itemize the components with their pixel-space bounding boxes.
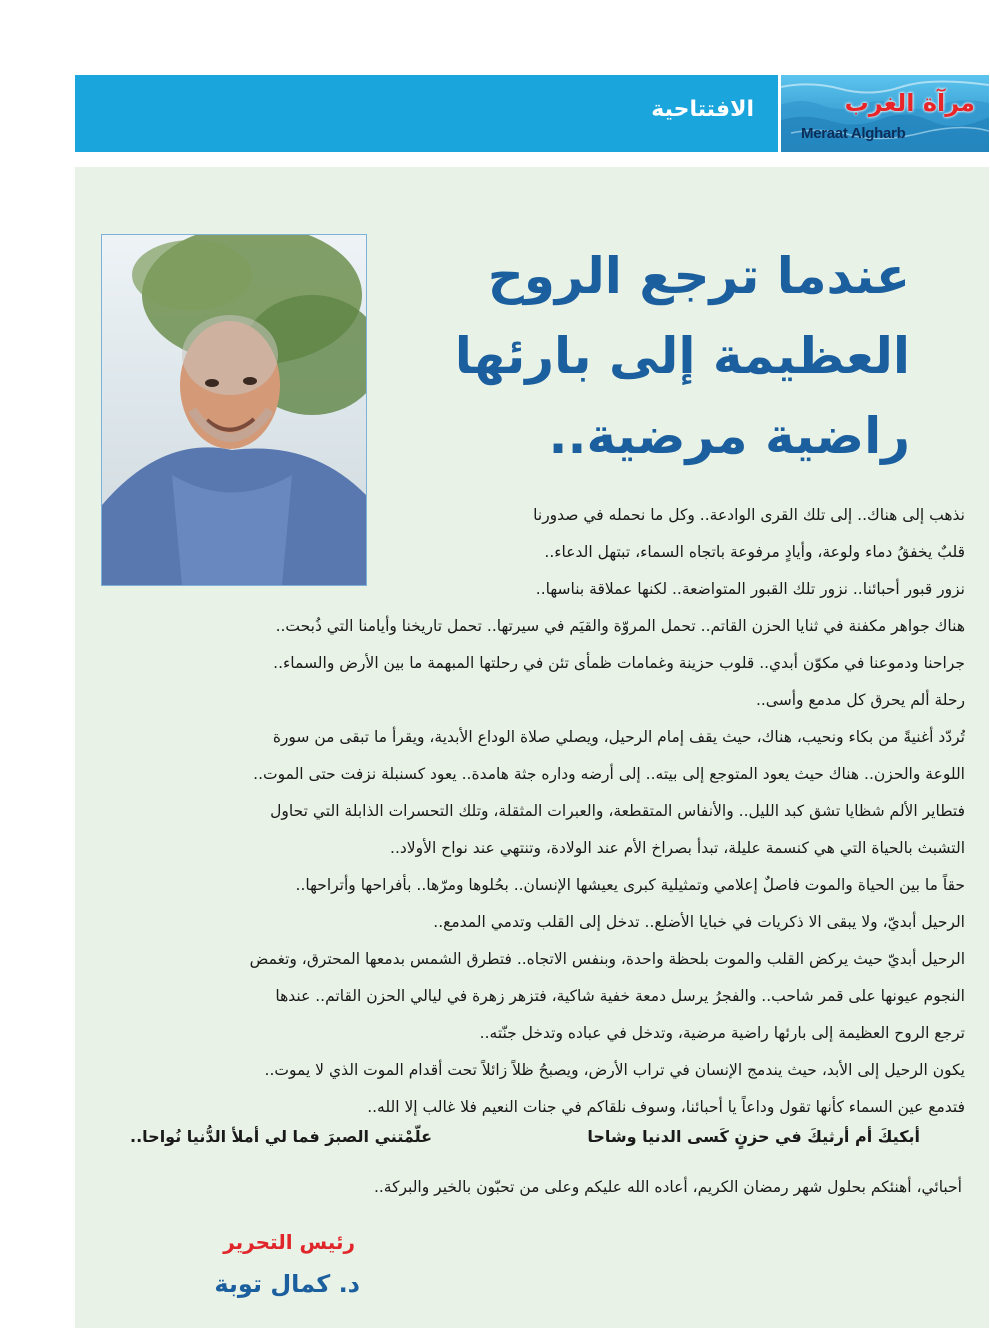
magazine-logo xyxy=(781,75,989,152)
section-label: الافتتاحية xyxy=(651,97,754,122)
body-paragraph: هناك جواهر مكفنة في ثنايا الحزن القاتم.. تحمل المروّة والقيَم في سيرتها.. تحمل تاريخنا وأيامنا التي ذُبحت.. xyxy=(275,617,965,635)
body-paragraph: اللوعة والحزن.. هناك حيث يعود المتوجع إلى بيته.. إلى أرضه وداره جثة هامدة.. يعود كسنبلة نزفت حتى الموت.. xyxy=(253,765,965,783)
article-body xyxy=(95,497,965,1126)
body-paragraph: يكون الرحيل إلى الأبد، حيث يندمج الإنسان في تراب الأرض، ويصبحُ ظلاً زائلاً تحت أقدام الموت الذي لا يموت.. xyxy=(264,1061,965,1079)
article-title xyxy=(390,236,910,476)
section-header-bar xyxy=(75,75,778,152)
verse-first-hemistich: أبكيكَ أم أرثيكَ في حزنٍ كَسى الدنيا وشاحا xyxy=(587,1127,920,1146)
body-paragraph: رحلة ألم يحرق كل مدمع وأسى.. xyxy=(755,691,965,709)
poetry-verse xyxy=(130,1127,920,1157)
title-line: العظيمة إلى بارئها xyxy=(454,327,910,385)
body-paragraph: قلبٌ يخفقُ دماء ولوعة، وأيادٍ مرفوعة باتجاه السماء، تبتهل الدعاء.. xyxy=(544,543,965,561)
body-paragraph: فتدمع عين السماء كأنها تقول وداعاً يا أحبائنا، وسوف نلقاكم في جنات النعيم فلا غالب إلا الله.. xyxy=(367,1098,965,1116)
body-paragraph: التشبث بالحياة التي هي كنسمة عليلة، تبدأ بصراخ الأم عند الولادة، وتنتهي عند نواح الأولاد.. xyxy=(390,839,965,857)
signature-name: د. كمال توبة xyxy=(214,1270,360,1298)
title-line: راضية مرضية.. xyxy=(548,407,910,465)
verse-second-hemistich: علّمْتني الصبرَ فما لي أملأ الدُّنيا نُواحا.. xyxy=(130,1127,433,1146)
body-paragraph: تُردّد أغنيةً من بكاء ونحيب، هناك، حيث يقف إمام الرحيل، ويصلي صلاة الوداع الأبدية، ويقرأ ما تبقى من سورة xyxy=(272,728,965,746)
title-line: عندما ترجع الروح xyxy=(487,247,910,305)
body-paragraph: الرحيل أبديّ حيث يركض القلب والموت بلحظة واحدة، وبنفس الاتجاه.. فتطرق الشمس بدمعها المحترق، وتغمض xyxy=(249,950,965,968)
closing-greeting: أحبائي، أهنئكم بحلول شهر رمضان الكريم، أعاده الله عليكم وعلى من تحبّون بالخير والبركة.. xyxy=(373,1178,962,1196)
logo-arabic-text: مرآة الغرب xyxy=(844,89,975,117)
signature-role: رئيس التحرير xyxy=(223,1230,355,1254)
body-paragraph: الرحيل أبديّ، ولا يبقى الا ذكريات في خبايا الأضلع.. تدخل إلى القلب وتدمي المدمع.. xyxy=(433,913,965,931)
body-paragraph: ترجع الروح العظيمة إلى بارئها راضية مرضية، وتدخل في عباده وتدخل جنّته.. xyxy=(479,1024,965,1042)
body-paragraph: نزور قبور أحبائنا.. نزور تلك القبور المتواضعة.. لكنها عملاقة بناسها.. xyxy=(535,580,965,598)
body-paragraph: جراحنا ودموعنا في مكوّن أبدي.. قلوب حزينة وغمامات ظمأى تئن في رحلتها المبهمة ما بين الأرض والسماء.. xyxy=(273,654,965,672)
body-paragraph: فتطاير الألم شظايا تشق كبد الليل.. والأنفاس المتقطعة، والعبرات المثقلة، وتلك التحسرات الذابلة التي تحاول xyxy=(270,802,965,820)
body-paragraph: حقاً ما بين الحياة والموت فاصلٌ إعلامي وتمثيلية كبرى يعيشها الإنسان.. بحُلوها ومرّها.. بأفراحها وأتراحها.. xyxy=(295,876,965,894)
body-paragraph: نذهب إلى هناك.. إلى تلك القرى الوادعة.. وكل ما نحمله في صدورنا xyxy=(533,506,965,524)
logo-latin-text: Meraat Algharb xyxy=(801,125,906,142)
body-paragraph: النجوم عيونها على قمر شاحب.. والفجرُ يرسل دمعة خفية شاكية، فتزهر زهرة في ليالي الحزن القاتم.. عندها xyxy=(275,987,965,1005)
